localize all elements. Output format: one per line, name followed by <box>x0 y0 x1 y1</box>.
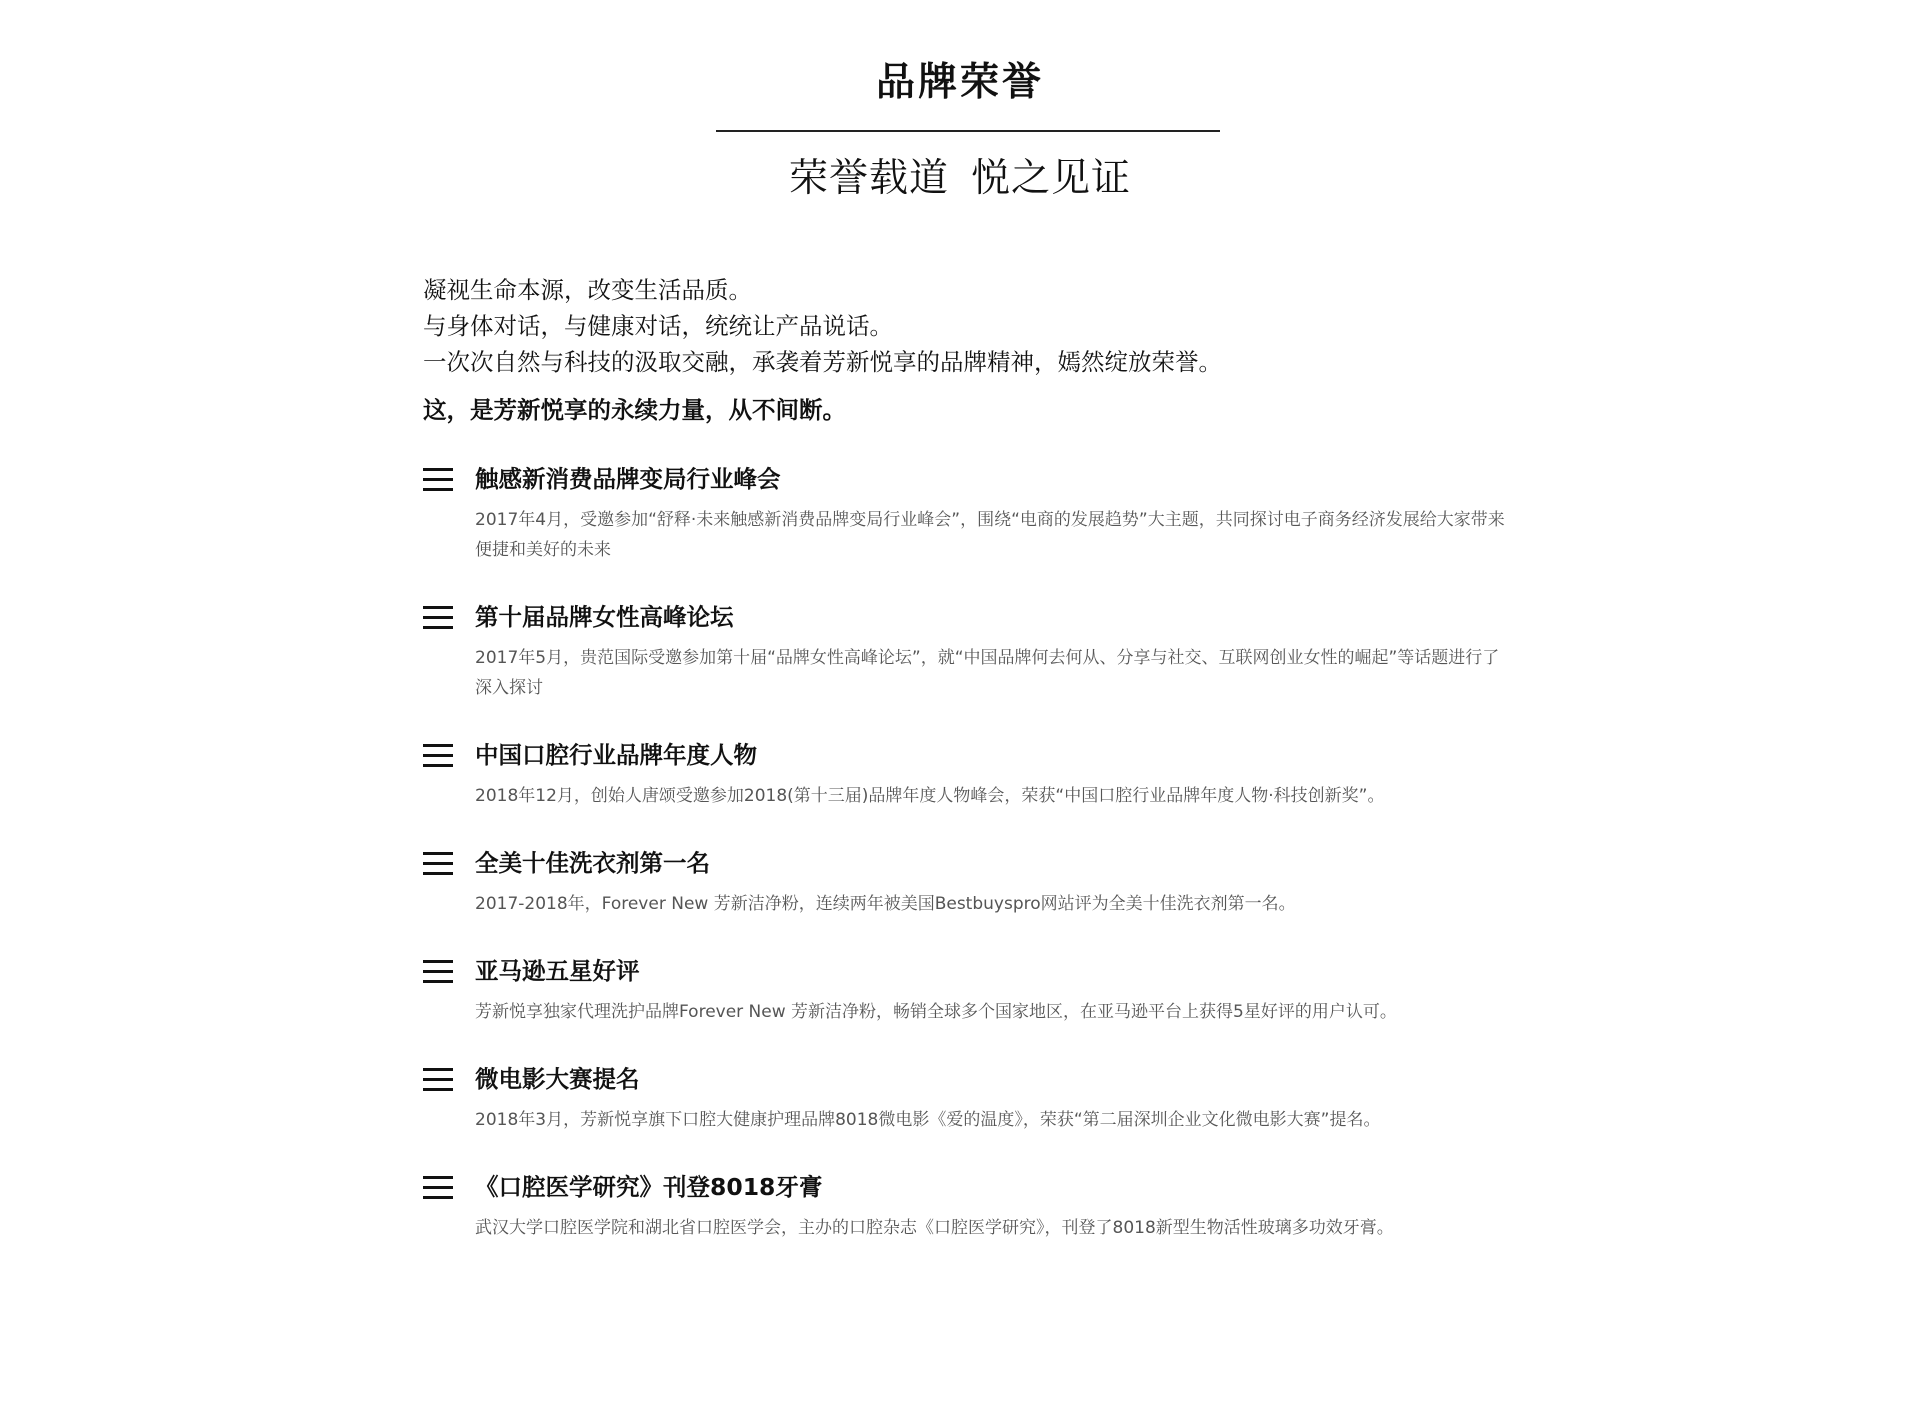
honor-description: 芳新悦享独家代理洗护品牌Forever New 芳新洁净粉，畅销全球多个国家地区，在亚马逊平台上获得5星好评的用户认可。 <box>475 1002 1397 1022</box>
page-subtitle <box>0 153 1920 205</box>
subtitle-part-1: 荣誉载道 <box>788 156 949 201</box>
intro-line: 凝视生命本源，改变生活品质。 <box>423 276 752 304</box>
menu-icon <box>423 468 453 491</box>
honor-item <box>423 737 1523 811</box>
honor-title: 亚马逊五星好评 <box>475 957 640 985</box>
honor-title: 微电影大赛提名 <box>475 1065 640 1093</box>
menu-icon <box>423 1176 453 1199</box>
menu-icon <box>423 744 453 767</box>
intro-line: 一次次自然与科技的汲取交融，承袭着芳新悦享的品牌精神，嫣然绽放荣誉。 <box>423 348 1222 376</box>
honors-list <box>423 461 1523 1277</box>
honor-item <box>423 1061 1523 1135</box>
menu-icon <box>423 1068 453 1091</box>
page-title: 品牌荣誉 <box>875 60 1044 105</box>
honor-title: 触感新消费品牌变局行业峰会 <box>475 465 781 493</box>
honor-item <box>423 599 1523 703</box>
honor-description: 2018年3月，芳新悦享旗下口腔大健康护理品牌8018微电影《爱的温度》，荣获“第二届深圳企业文化微电影大赛”提名。 <box>475 1110 1381 1130</box>
honor-description: 2017-2018年，Forever New 芳新洁净粉，连续两年被美国Bestbuyspro网站评为全美十佳洗衣剂第一名。 <box>475 894 1296 914</box>
intro-emphasis: 这，是芳新悦享的永续力量，从不间断。 <box>423 396 846 424</box>
honor-description: 2018年12月，创始人唐颂受邀参加2018(第十三届)品牌年度人物峰会，荣获“中国口腔行业品牌年度人物·科技创新奖”。 <box>475 786 1385 806</box>
title-divider <box>716 130 1220 132</box>
menu-icon <box>423 852 453 875</box>
intro-line: 与身体对话，与健康对话，统统让产品说话。 <box>423 312 893 340</box>
subtitle-part-2: 悦之见证 <box>971 156 1132 201</box>
menu-icon <box>423 606 453 629</box>
honor-title: 全美十佳洗衣剂第一名 <box>475 849 710 877</box>
honor-title: 第十届品牌女性高峰论坛 <box>475 603 734 631</box>
honor-title: 《口腔医学研究》刊登8018牙膏 <box>475 1173 823 1201</box>
honor-item <box>423 461 1523 565</box>
honor-description: 2017年5月，贵范国际受邀参加第十届“品牌女性高峰论坛”，就“中国品牌何去何从、分享与社交、互联网创业女性的崛起”等话题进行了深入探讨 <box>475 648 1500 698</box>
honor-item <box>423 1169 1523 1243</box>
honor-description: 2017年4月，受邀参加“舒释·未来触感新消费品牌变局行业峰会”，围绕“电商的发展趋势”大主题，共同探讨电子商务经济发展给大家带来便捷和美好的未来 <box>475 510 1505 560</box>
honor-title: 中国口腔行业品牌年度人物 <box>475 741 757 769</box>
intro-section <box>423 272 1523 428</box>
menu-icon <box>423 960 453 983</box>
honor-item <box>423 845 1523 919</box>
honor-description: 武汉大学口腔医学院和湖北省口腔医学会，主办的口腔杂志《口腔医学研究》，刊登了8018新型生物活性玻璃多功效牙膏。 <box>475 1218 1394 1238</box>
honor-item <box>423 953 1523 1027</box>
